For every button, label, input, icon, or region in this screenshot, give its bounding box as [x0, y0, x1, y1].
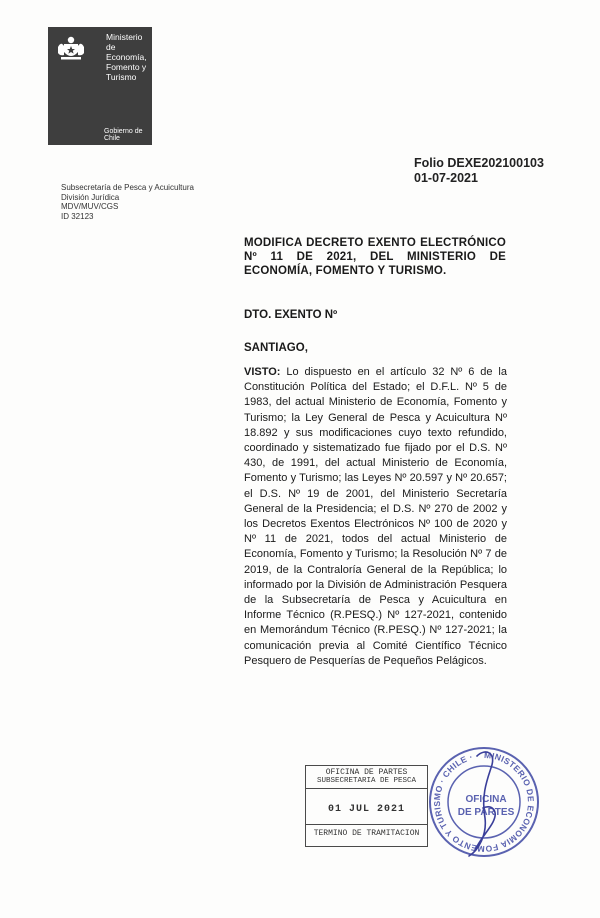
sender-line: Subsecretaría de Pesca y Acuicultura — [61, 183, 194, 192]
seal-ring-text-path: MINISTERIO DE ECONOMIA FOMENTO Y TURISMO · CHILE · — [431, 749, 537, 855]
stamp-date: 01 JUL 2021 — [327, 804, 405, 815]
sender-line: MDV/MUV/CGS — [61, 202, 119, 211]
seal-center-line2: DE PARTES — [457, 807, 515, 818]
seal-center-line1: OFICINA — [465, 794, 507, 805]
folio-date: 01-07-2021 — [414, 171, 478, 185]
government-label: Gobierno de Chile — [104, 128, 143, 142]
place-label: SANTIAGO, — [244, 342, 308, 354]
decree-label: DTO. EXENTO Nº — [244, 309, 338, 321]
office-stamp — [305, 765, 428, 847]
folio-block — [414, 156, 544, 186]
sender-line: División Jurídica — [61, 192, 120, 202]
stamp-office-subtitle: SUBSECRETARIA DE PESCA — [316, 777, 417, 785]
coat-of-arms-icon — [56, 35, 86, 63]
stamp-status: TERMINO DE TRAMITACION — [313, 829, 420, 838]
ministry-seal — [425, 738, 543, 866]
folio-number: Folio DEXE202100103 — [414, 156, 544, 170]
stamp-divider — [306, 788, 427, 789]
ministry-name: Ministerio de Economía, Fomento y Turismo — [106, 32, 147, 82]
sender-line: ID 32123 — [61, 211, 94, 221]
visto-label: VISTO: — [244, 366, 281, 378]
sender-block — [61, 183, 194, 221]
stamp-divider — [306, 824, 427, 825]
document-subject: MODIFICA DECRETO EXENTO ELECTRÓNICO Nº 11 DE 2021, DEL MINISTERIO DE ECONOMÍA, FOMENTO Y TURISMO. — [244, 237, 506, 277]
visto-paragraph — [244, 365, 507, 669]
visto-text: Lo dispuesto en el artículo 32 Nº 6 de la Constitución Política del Estado; el D.F.L. Nº 5 de 1983, del actual Ministerio de Economía, Fomento y Turismo; la Ley General de Pesca y Acuicultura Nº 18.892 y sus modificaciones cuyo texto refundido, coordinado y sistematizado fue fijado por el D.S. Nº 430, de 1991, del actual Ministerio de Economía, Fomento y Turismo; las Leyes Nº 20.597 y Nº 20.657; el D.S. Nº 19 de 2001, del Ministerio Secretaría General de la Presidencia; el D.S. Nº 270 de 2002 y los Decretos Exentos Electrónicos Nº 100 de 2020 y Nº 11 de 2021, todos del actual Ministerio de Economía, Fomento y Turismo; la Resolución Nº 7 de 2019, de la Contraloría General de la República; lo informado por la División de Administración Pesquera de la Subsecretaría de Pesca y Acuicultura en Informe Técnico (R.PESQ.) Nº 127-2021, contenido en Memorándum Técnico (R.PESQ.) Nº 127-2021; la comunicación previa al Comité Científico Técnico Pesquero de Pesquerías de Pequeños Pelágicos. — [244, 366, 507, 667]
government-logo — [48, 27, 152, 145]
stamp-office-title: OFICINA DE PARTES — [325, 768, 408, 777]
